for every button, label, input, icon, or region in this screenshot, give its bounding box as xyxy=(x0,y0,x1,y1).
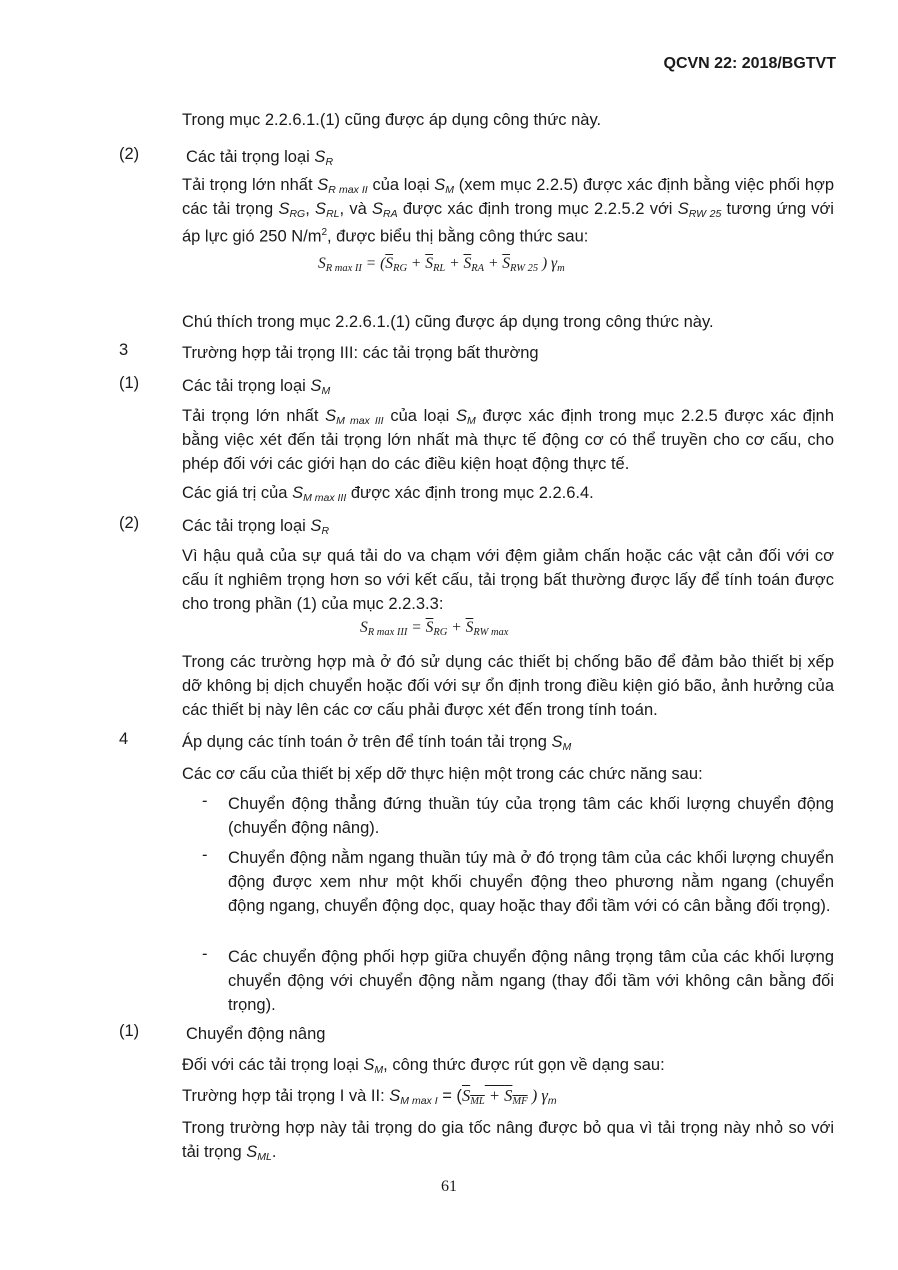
list-item: Chuyển động thẳng đứng thuần túy của trọng tâm các khối lượng chuyển động (chuyển động nâng). xyxy=(228,795,834,837)
page-header: QCVN 22: 2018/BGTVT xyxy=(663,55,836,72)
paragraph-sr-load: Tải trọng lớn nhất $S_{R max II}$ của loại $S_M$ (xem mục 2.2.5) được xác định bằng việc phối hợp các tải trọng $S_{RG}$, $S_{RL}$, và $S_{RA}$ được xác định trong mục 2.2.5.2 với $S_{RW 25}$ tương ứng với áp lực gió 250 $N/m^2$, được biểu thị bằng công thức sau: xyxy=(182,176,835,246)
paragraph-values: Các giá trị của $S_{M max III}$ được xác định trong mục 2.2.6.4. xyxy=(182,484,594,504)
item-number: (1) xyxy=(119,1022,140,1040)
section-heading: Các tải trọng loại $S_M$ xyxy=(182,377,331,397)
paragraph-storm: Trong các trường hợp mà ở đó sử dụng các thiết bị chống bão để đảm bảo thiết bị xếp dỡ không bị dịch chuyển hoặc đối với sự ổn định trong điều kiện gió bão, ảnh hưởng của các thiết bị này lên các cơ cấu phải được xét đến trong tính toán. xyxy=(182,653,834,719)
equation-2: $S_{R max III} = \overline{S}_{RG} + \overline{S}_{RW max}$ xyxy=(360,619,509,638)
section-heading: Các tải trọng loại $S_R$ xyxy=(182,517,330,537)
page-number: 61 xyxy=(441,1178,457,1195)
note-paragraph: Chú thích trong mục 2.2.6.1.(1) cũng được áp dụng trong công thức này. xyxy=(182,313,714,331)
equation-1: $S_{R max II} = (\overline{S}_{RG} + \overline{S}_{RL} + \overline{S}_{RA} + \overline{S}_{RW 25}$ ) $\gamma_m$ xyxy=(318,255,565,274)
bullet-dash: - xyxy=(202,846,208,864)
paragraph-formula-intro: Đối với các tải trọng loại $S_M$, công thức được rút gọn về dạng sau: xyxy=(182,1056,665,1076)
bullet-dash: - xyxy=(202,792,208,810)
item-number: 4 xyxy=(119,730,129,748)
paragraph-acceleration: Trong trường hợp này tải trọng do gia tốc nâng được bỏ qua vì tải trọng này nhỏ so với tải trọng $S_{ML}$. xyxy=(182,1119,834,1163)
paragraph-functions: Các cơ cấu của thiết bị xếp dỡ thực hiện một trong các chức năng sau: xyxy=(182,765,703,783)
section-heading: Áp dụng các tính toán ở trên để tính toán tải trọng $S_M$ xyxy=(182,733,572,753)
item-number: 3 xyxy=(119,341,129,359)
paragraph-sm-load: Tải trọng lớn nhất $S_{M max III}$ của loại $S_M$ được xác định trong mục 2.2.5 được xác định bằng việc xét đến tải trọng lớn nhất mà thực tế động cơ có thể truyền cho cơ cấu, cho phép đối với các giới hạn do các điều kiện hoạt động thực tế. xyxy=(182,407,834,473)
section-heading: Trường hợp tải trọng III: các tải trọng bất thường xyxy=(182,344,539,362)
paragraph-intro: Trong mục 2.2.6.1.(1) cũng được áp dụng công thức này. xyxy=(182,111,602,129)
bullet-dash: - xyxy=(202,945,208,963)
paragraph-load-case: Trường hợp tải trọng I và II: $S_{M max I} = (S_{ML} + S_{MF}$ ) $\gamma_m$ xyxy=(182,1086,557,1107)
section-heading: Chuyển động nâng xyxy=(186,1025,326,1043)
paragraph-impact: Vì hậu quả của sự quá tải do va chạm với đệm giảm chấn hoặc các vật cản đối với cơ cấu ít nghiêm trọng hơn so với kết cấu, tải trọng bất thường được lấy để tính toán được cho trong phần (1) của mục 2.2.3.3: xyxy=(182,547,834,613)
item-number: (1) xyxy=(119,374,140,392)
item-number: (2) xyxy=(119,514,140,532)
item-number: (2) xyxy=(119,145,140,163)
section-heading: Các tải trọng loại $S_R$ xyxy=(186,148,334,168)
list-item: Các chuyển động phối hợp giữa chuyển động nâng trọng tâm của các khối lượng chuyển động với chuyển động nằm ngang (thay đổi tầm với không cân bằng đối trọng). xyxy=(228,948,834,1014)
list-item: Chuyển động nằm ngang thuần túy mà ở đó trọng tâm của các khối lượng chuyển động được xem như một khối chuyển động theo phương nằm ngang (chuyển động ngang, chuyển động dọc, quay hoặc thay đổi tầm với có cân bằng đối trọng). xyxy=(228,849,834,915)
